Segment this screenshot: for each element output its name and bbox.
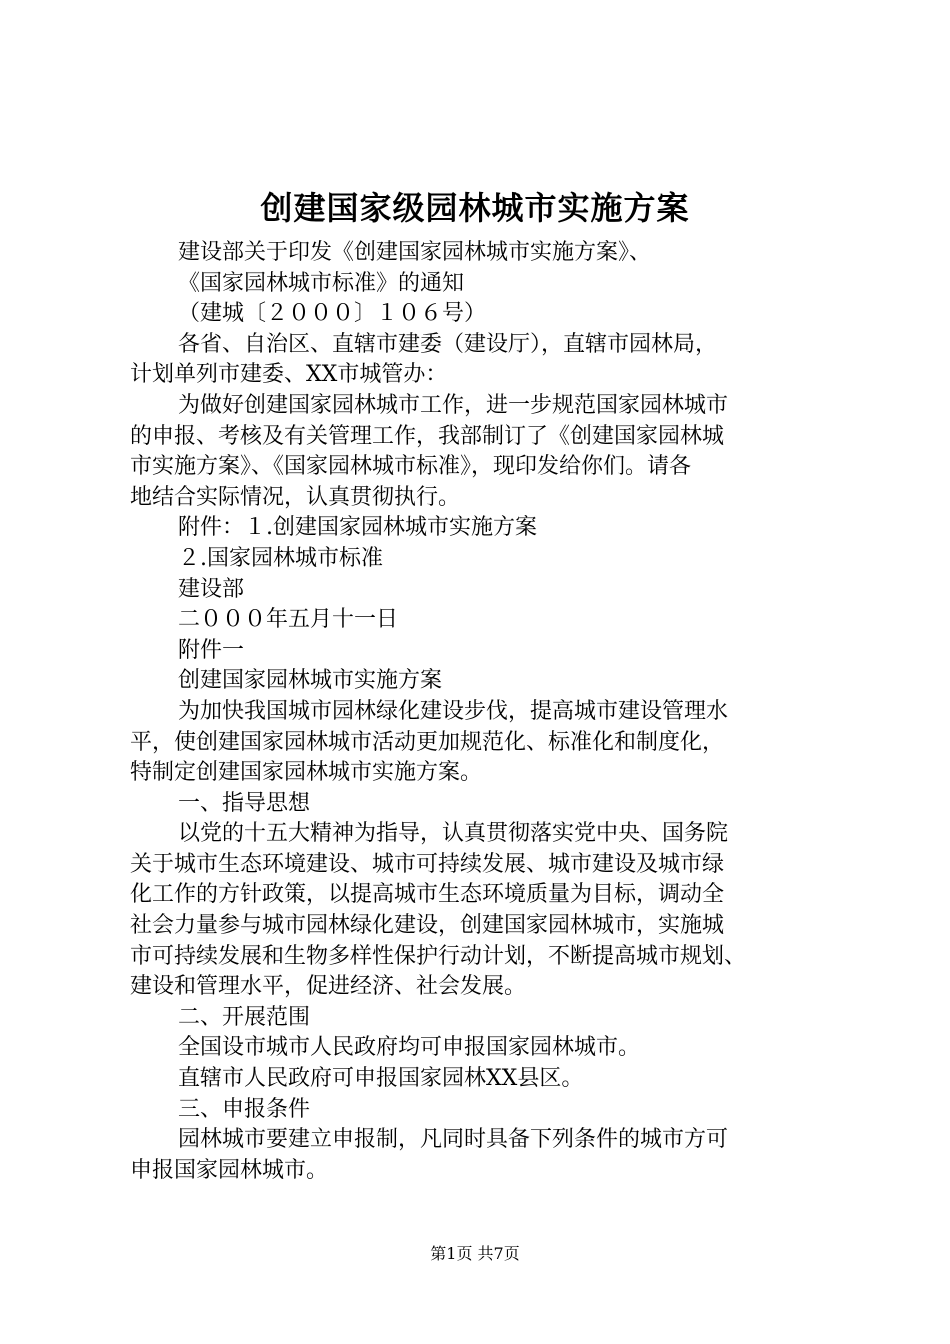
document-body xyxy=(130,238,830,1186)
text-line: 附件一 xyxy=(178,637,245,663)
text-line: 全国设市城市人民政府均可申报国家园林城市。 xyxy=(178,1035,641,1061)
text-line: 为加快我国城市园林绿化建设步伐，提高城市建设管理水 xyxy=(178,698,729,724)
text-line: 市实施方案》、《国家园林城市标准》，现印发给你们。请各 xyxy=(130,454,692,480)
text-line: 为做好创建国家园林城市工作，进一步规范国家园林城市 xyxy=(178,392,729,418)
text-line: 二０００年五月十一日 xyxy=(178,607,399,633)
section-heading: 三、申报条件 xyxy=(178,1096,311,1122)
section-heading: 二、开展范围 xyxy=(178,1004,311,1030)
text-line: 申报国家园林城市。 xyxy=(130,1157,329,1183)
text-line: 平，使创建国家园林城市活动更加规范化、标准化和制度化， xyxy=(130,729,725,755)
text-line: 直辖市人民政府可申报国家园林XX县区。 xyxy=(178,1066,584,1092)
text-line: 各省、自治区、直辖市建委（建设厅），直辖市园林局， xyxy=(178,331,718,357)
body-text xyxy=(130,238,830,1186)
text-line: 建设和管理水平，促进经济、社会发展。 xyxy=(130,974,527,1000)
text-line: 创建国家园林城市实施方案 xyxy=(178,668,443,694)
text-line: 建设部关于印发《创建国家园林城市实施方案》、 xyxy=(178,240,652,265)
text-line: 建设部 xyxy=(178,576,245,602)
text-line: ２.国家园林城市标准 xyxy=(178,545,383,571)
text-line: 附件：１.创建国家园林城市实施方案 xyxy=(178,515,537,541)
text-line: 关于城市生态环境建设、城市可持续发展、城市建设及城市绿 xyxy=(130,851,725,877)
text-line: 社会力量参与城市园林绿化建设，创建国家园林城市，实施城 xyxy=(130,913,725,939)
text-line: 市可持续发展和生物多样性保护行动计划，不断提高城市规划、 xyxy=(130,943,747,969)
text-line: 化工作的方针政策，以提高城市生态环境质量为目标，调动全 xyxy=(130,882,725,908)
section-heading: 一、指导思想 xyxy=(178,790,311,816)
text-line: （建城〔２０００〕１０６号） xyxy=(178,301,487,327)
document-title: 创建国家级园林城市实施方案 xyxy=(260,189,690,227)
text-line: 园林城市要建立申报制，凡同时具备下列条件的城市方可 xyxy=(178,1127,729,1153)
text-line: 以党的十五大精神为指导，认真贯彻落实党中央、国务院 xyxy=(178,821,729,847)
text-line: 特制定创建国家园林城市实施方案。 xyxy=(130,760,483,786)
text-line: 的申报、考核及有关管理工作，我部制订了《创建国家园林城 xyxy=(130,423,725,449)
text-line: 地结合实际情况，认真贯彻执行。 xyxy=(130,484,461,510)
page-number-footer: 第1页 共7页 xyxy=(430,1244,520,1263)
text-line: 计划单列市建委、XX市城管办： xyxy=(130,362,448,388)
text-line: 《国家园林城市标准》的通知 xyxy=(178,270,465,296)
